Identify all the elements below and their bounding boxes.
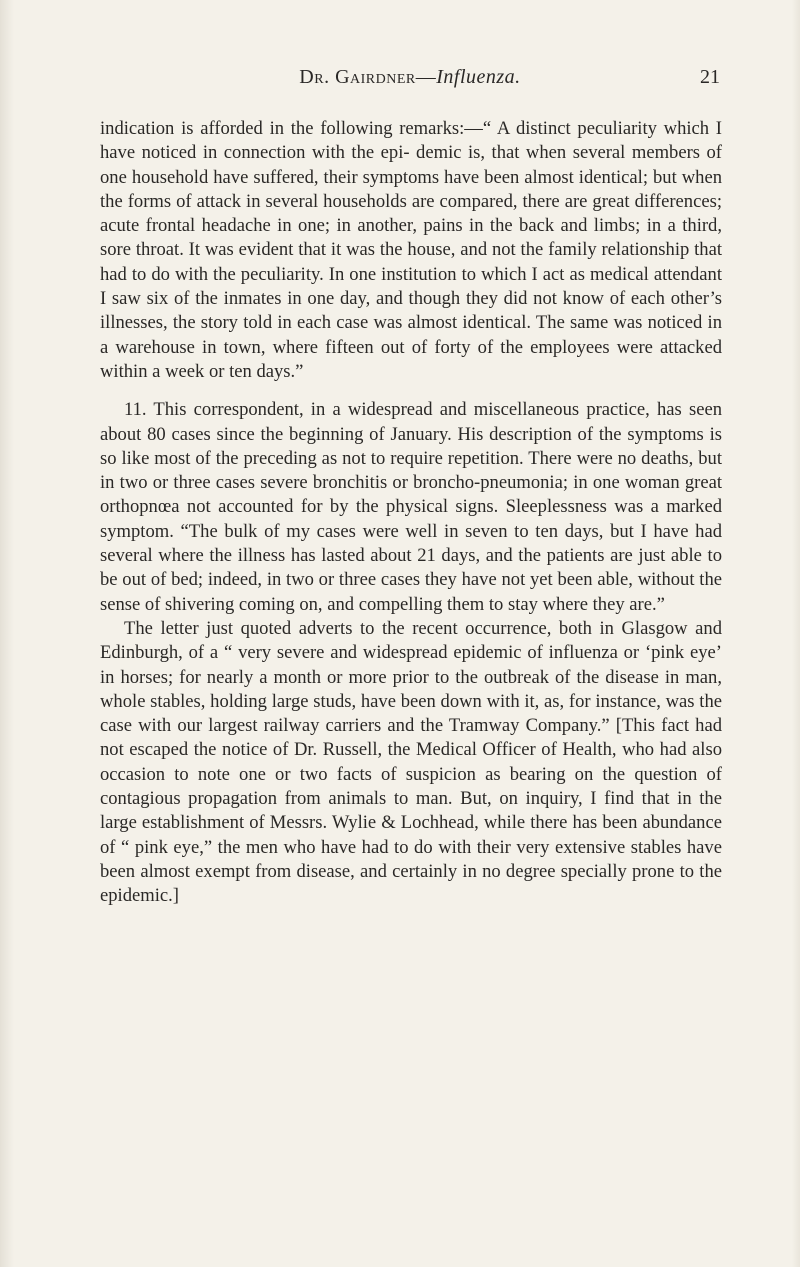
body-text	[100, 117, 722, 909]
running-head	[100, 66, 720, 96]
header-separator: —	[415, 66, 437, 88]
page-edge-shadow	[0, 0, 14, 1267]
page-edge-right	[792, 0, 800, 1267]
paragraph-quoted-remarks: indication is afforded in the following remarks:—“ A distinct peculiarity which I have noticed in connection with the epi- demic is, that when several members of one household have suffered, their symptoms have been almost identical; but when the forms of attack in several households are compared, there are great differences; acute frontal headache in one; in another, pains in the back and limbs; in a third, sore throat. It was evident that it was the house, and not the family relationship that had to do with the peculiarity. In one institution to which I act as medical attendant I saw six of the inmates in one day, and though they did not know of each other’s illnesses, the story told in each case was almost identical. The same was noticed in a warehouse in town, where fifteen out of forty of the employees were attacked within a week or ten days.”	[100, 118, 722, 382]
paragraph-pink-eye: The letter just quoted adverts to the recent occurrence, both in Glasgow and Edinburgh, of a “ very severe and widespread epidemic of influenza or ‘pink eye’ in horses; for nearly a month or more prior to the outbreak of the disease in man, whole stables, holding large studs, have been down with it, as, for instance, was the case with our largest railway carriers and the Tramway Company.” [This fact had not escaped the notice of Dr. Russell, the Medical Officer of Health, who had also occasion to note one or two facts of suspicion as bearing on the question of contagious propagation from animals to man. But, on inquiry, I find that in the large establishment of Messrs. Wylie & Lochhead, while there has been abundance of “ pink eye,” the men who have had to do with their very extensive stables have been almost exempt from disease, and certainly in no degree specially prone to the epidemic.]	[100, 617, 722, 907]
header-author: Dr. Gairdner	[299, 66, 416, 88]
running-title	[100, 66, 720, 89]
header-title: Influenza.	[436, 66, 521, 88]
page-number: 21	[700, 66, 720, 88]
paragraph-correspondent-11: 11. This correspondent, in a widespread and miscellaneous practice, has seen about 80 cases since the beginning of January. His description of the symptoms is so like most of the preceding as not to require repetition. There were no deaths, but in two or three cases severe bronchitis or broncho-pneumonia; in one woman great orthopnœa not accounted for by the physical signs. Sleeplessness was a marked symptom. “The bulk of my cases were well in seven to ten days, but I have had several where the illness has lasted about 21 days, and the patients are just able to be out of bed; indeed, in two or three cases they have not yet been able, without the sense of shivering coming on, and compelling them to stay where they are.”	[100, 399, 722, 615]
